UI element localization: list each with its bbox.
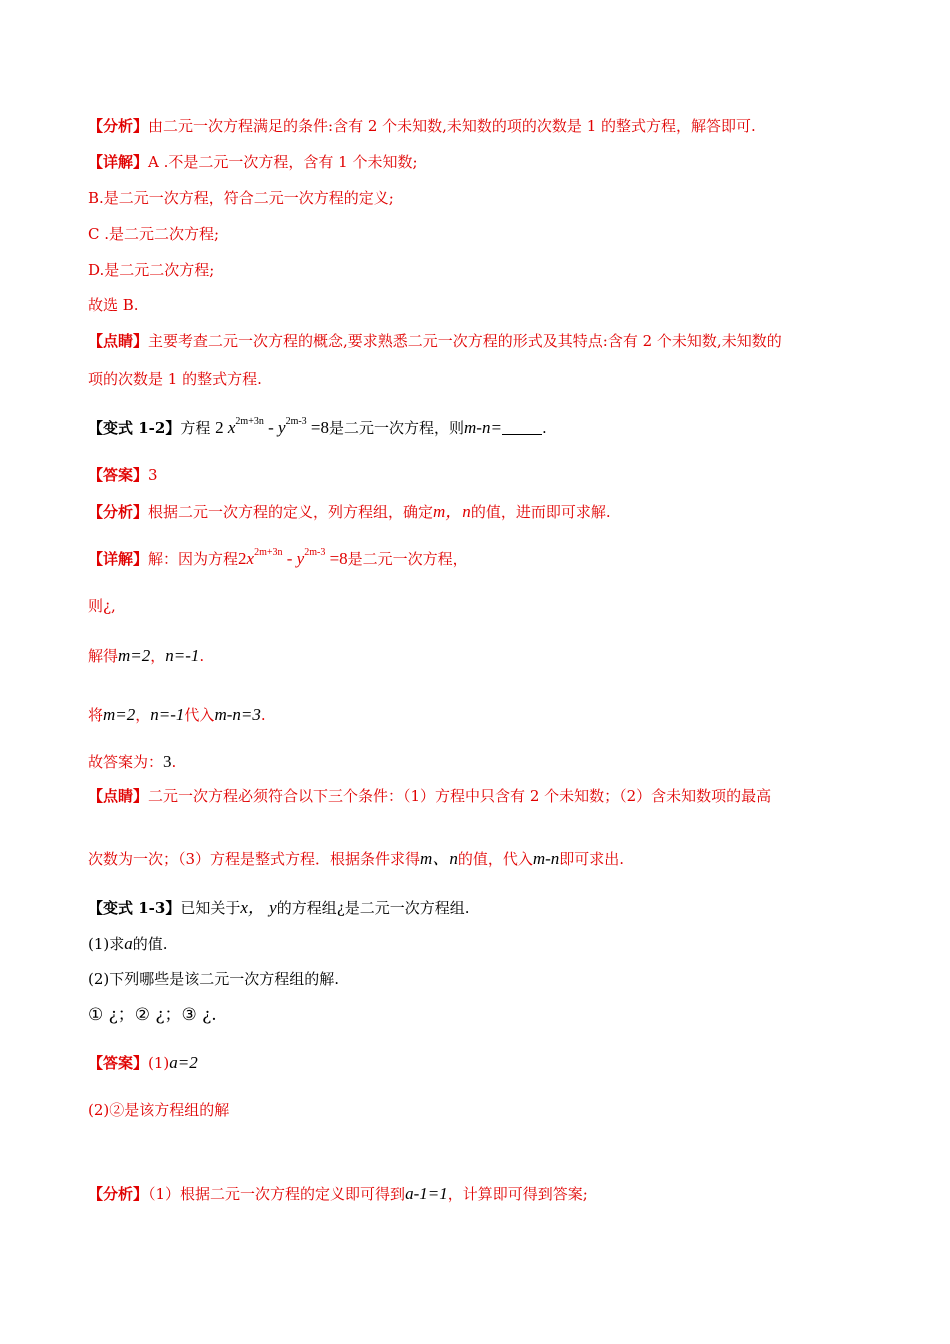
detail-tag: 【详解】: [88, 550, 149, 568]
analysis-text: 由二元一次方程满足的条件:含有 2 个未知数,未知数的项的次数是 1 的整式方程，解答即可.: [148, 117, 756, 135]
variant-1-3-question: 【变式 1-3】已知关于x， y的方程组¿是二元一次方程组.: [88, 898, 470, 917]
answer-value: 3: [148, 466, 158, 484]
variant-1-3-tag: 【变式 1-3】: [88, 899, 181, 917]
comment-line-2: 项的次数是 1 的整式方程.: [88, 370, 262, 388]
detail-line-d: D.是二元二次方程;: [88, 261, 215, 279]
detail-line-b: B.是二元一次方程，符合二元一次方程的定义;: [88, 189, 394, 207]
variant3-answer-line-2: (2)②是该方程组的解: [88, 1101, 230, 1119]
detail-a-text: A .不是二元一次方程，含有 1 个未知数;: [148, 153, 418, 171]
analysis-tag: 【分析】: [88, 1185, 149, 1203]
analysis-tag: 【分析】: [88, 117, 149, 135]
final-answer-line: 故答案为：3.: [88, 752, 177, 771]
variant-1-2-tag: 【变式 1-2】: [88, 419, 181, 437]
variant3-analysis-line: 【分析】（1）根据二元一次方程的定义即可得到a-1=1，计算即可得到答案;: [88, 1184, 588, 1203]
analysis-vars: m，n: [433, 502, 471, 521]
comment-text-1: 主要考查二元一次方程的概念,要求熟悉二元一次方程的形式及其特点:含有 2 个未知数,未知数的: [148, 332, 782, 350]
variant3-answer-line-1: 【答案】(1)a=2: [88, 1053, 198, 1072]
question-mid: 是二元一次方程，则: [329, 419, 465, 437]
variant2-detail-line: 【详解】解：因为方程$2x^{2m+3n} - y^{2m-3} =8$是二元一次方程，: [88, 547, 468, 568]
detail-line-a: [88, 152, 418, 172]
solve-line: 解得m=2，n=-1.: [88, 646, 205, 665]
variant-1-2-question: 【变式 1-2】方程 2 $x^{2m+3n} - y^{2m-3} =8$是二元一次方程，则m-n= .: [88, 416, 547, 437]
answer-tag: 【答案】: [88, 466, 149, 484]
options-line: ① ¿；② ¿；③ ¿.: [88, 1005, 217, 1025]
variant2-comment-line-1: 【点睛】二元一次方程必须符合以下三个条件：（1）方程中只含有 2 个未知数；（2）含未知数项的最高: [88, 787, 772, 805]
question-prefix: 方程: [180, 419, 211, 437]
choose-line: 故选 B.: [88, 296, 139, 314]
analysis-tag: 【分析】: [88, 503, 149, 521]
detail-tag: 【详解】: [88, 153, 149, 171]
question-2: (2)下列哪些是该二元一次方程组的解.: [88, 970, 340, 988]
answer-line: [88, 465, 158, 485]
comment-line-1: [88, 331, 782, 351]
equation: 2 $x^{2m+3n} - y^{2m-3} =8$: [215, 416, 330, 437]
detail-line-c: C .是二元二次方程;: [88, 225, 220, 243]
variant2-comment-line-2: 次数为一次；（3）方程是整式方程．根据条件求得m、n的值，代入m-n即可求出.: [88, 849, 625, 868]
comment-tag: 【点睛】: [88, 787, 149, 805]
question-1: (1)求a的值.: [88, 934, 168, 953]
comment-tag: 【点睛】: [88, 332, 149, 350]
answer-blank: [502, 420, 542, 435]
analysis-line: [88, 116, 756, 136]
detail-equation: $2x^{2m+3n} - y^{2m-3} =8$: [238, 547, 348, 568]
substitute-line: 将m=2，n=-1代入m-n=3.: [88, 705, 266, 724]
question-target: m-n=: [464, 418, 502, 437]
then-line: 则¿,: [88, 597, 116, 615]
variant2-analysis-line: 【分析】根据二元一次方程的定义，列方程组，确定m，n的值，进而即可求解.: [88, 502, 611, 521]
answer-tag: 【答案】: [88, 1054, 149, 1072]
